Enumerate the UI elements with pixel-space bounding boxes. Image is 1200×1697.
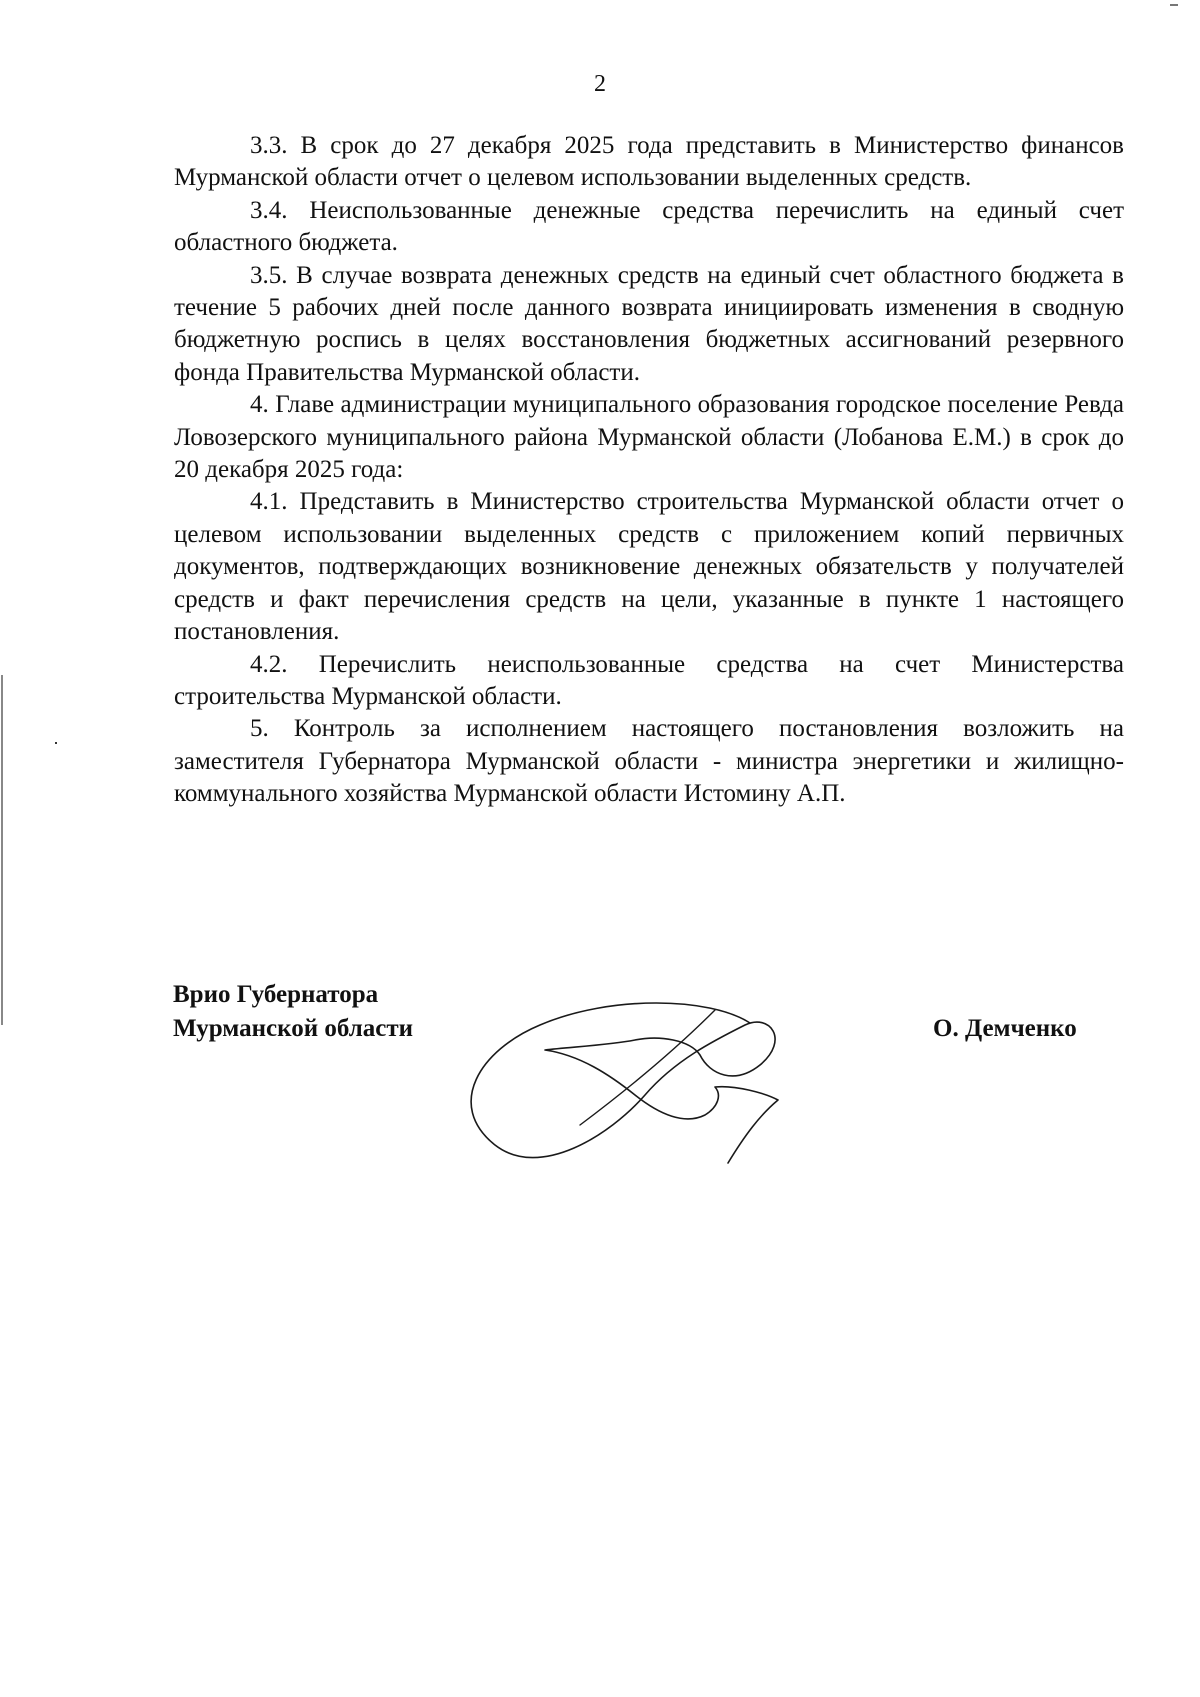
scan-edge-mark	[1, 675, 3, 1025]
paragraph-4-2: 4.2. Перечислить неиспользованные средства на счет Министерства строительства Мурманской области.	[174, 650, 1124, 710]
document-body	[174, 130, 1124, 811]
paragraph-3-5: 3.5. В случае возврата денежных средств на единый счет областного бюджета в течение 5 рабочих дней после данного возврата инициировать изменения в сводную бюджетную роспись в целях восстановления бюджетных ассигнований резервного фонда Правительства Мурманской области.	[174, 261, 1124, 386]
scan-dot	[55, 742, 57, 744]
page-number: 2	[594, 71, 606, 97]
paragraph-4: 4. Главе администрации муниципального образования городское поселение Ревда Ловозерского муниципального района Мурманской области (Лобанова Е.М.) в срок до 20 декабря 2025 года:	[174, 391, 1124, 484]
signatory-title	[173, 978, 413, 1046]
paragraph-5: 5. Контроль за исполнением настоящего постановления возложить на заместителя Губернатора Мурманской области - министра энергетики и жилищно-коммунального хозяйства Мурманской области Истомину А.П.	[174, 715, 1124, 808]
handwritten-signature	[460, 985, 840, 1165]
signatory-name: О. Демченко	[933, 1015, 1077, 1042]
signatory-title-line-1: Врио Губернатора	[173, 981, 379, 1008]
paragraph-3-3: 3.3. В срок до 27 декабря 2025 года представить в Министерство финансов Мурманской области отчет о целевом использовании выделенных средств.	[174, 132, 1124, 192]
scan-corner-mark	[1170, 4, 1178, 6]
signatory-title-line-2: Мурманской области	[173, 1015, 414, 1042]
paragraph-3-4: 3.4. Неиспользованные денежные средства перечислить на единый счет областного бюджета.	[174, 196, 1124, 257]
paragraph-4-1: 4.1. Представить в Министерство строительства Мурманской области отчет о целевом использовании выделенных средств с приложением копий первичных документов, подтверждающих возникновение денежных обязательств у получателей средств и факт перечисления средств на цели, указанные в пункте 1 настоящего постановления.	[174, 488, 1124, 646]
